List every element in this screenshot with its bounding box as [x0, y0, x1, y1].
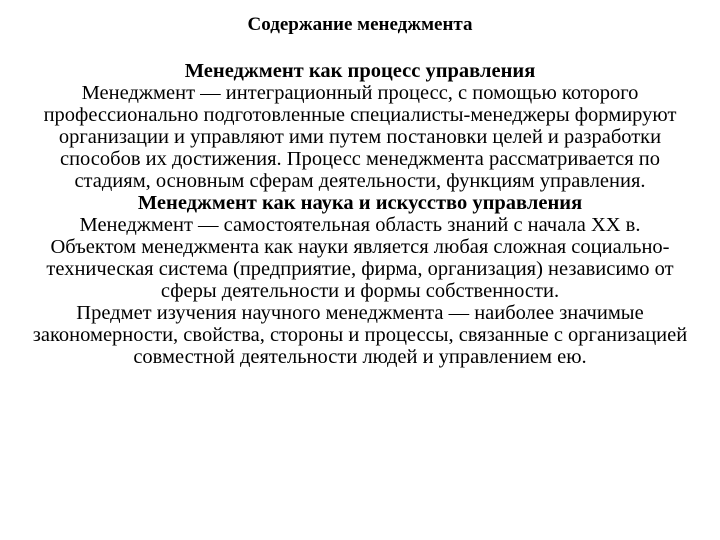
section-heading-process: Менеджмент как процесс управления — [184, 60, 536, 82]
section-heading-science: Менеджмент как наука и искусство управления — [137, 192, 583, 214]
section-text-science-3: Предмет изучения научного менеджмента — наиболее значимые закономерности, свойства, стороны и процессы, связанные с организацией совместной деятельности людей и управлением ею. — [32, 302, 688, 368]
slide-content — [20, 60, 700, 368]
section-text-science-1: Менеджмент — самостоятельная область знаний с начала XX в. — [79, 214, 641, 236]
section-text-process: Менеджмент — интеграционный процесс, с помощью которого профессионально подготовленные специалисты-менеджеры формируют организации и управляют ими путем постановки целей и разработки способов их достижения. Процесс менеджмента рассматривается по стадиям, основным сферам деятельности, функциям управления. — [43, 82, 677, 192]
slide-title: Содержание менеджмента — [247, 14, 473, 35]
section-text-science-2: Объектом менеджмента как науки является любая сложная социально-техническая система (предприятие, фирма, организация) независимо от сферы деятельности и формы собственности. — [46, 236, 674, 302]
